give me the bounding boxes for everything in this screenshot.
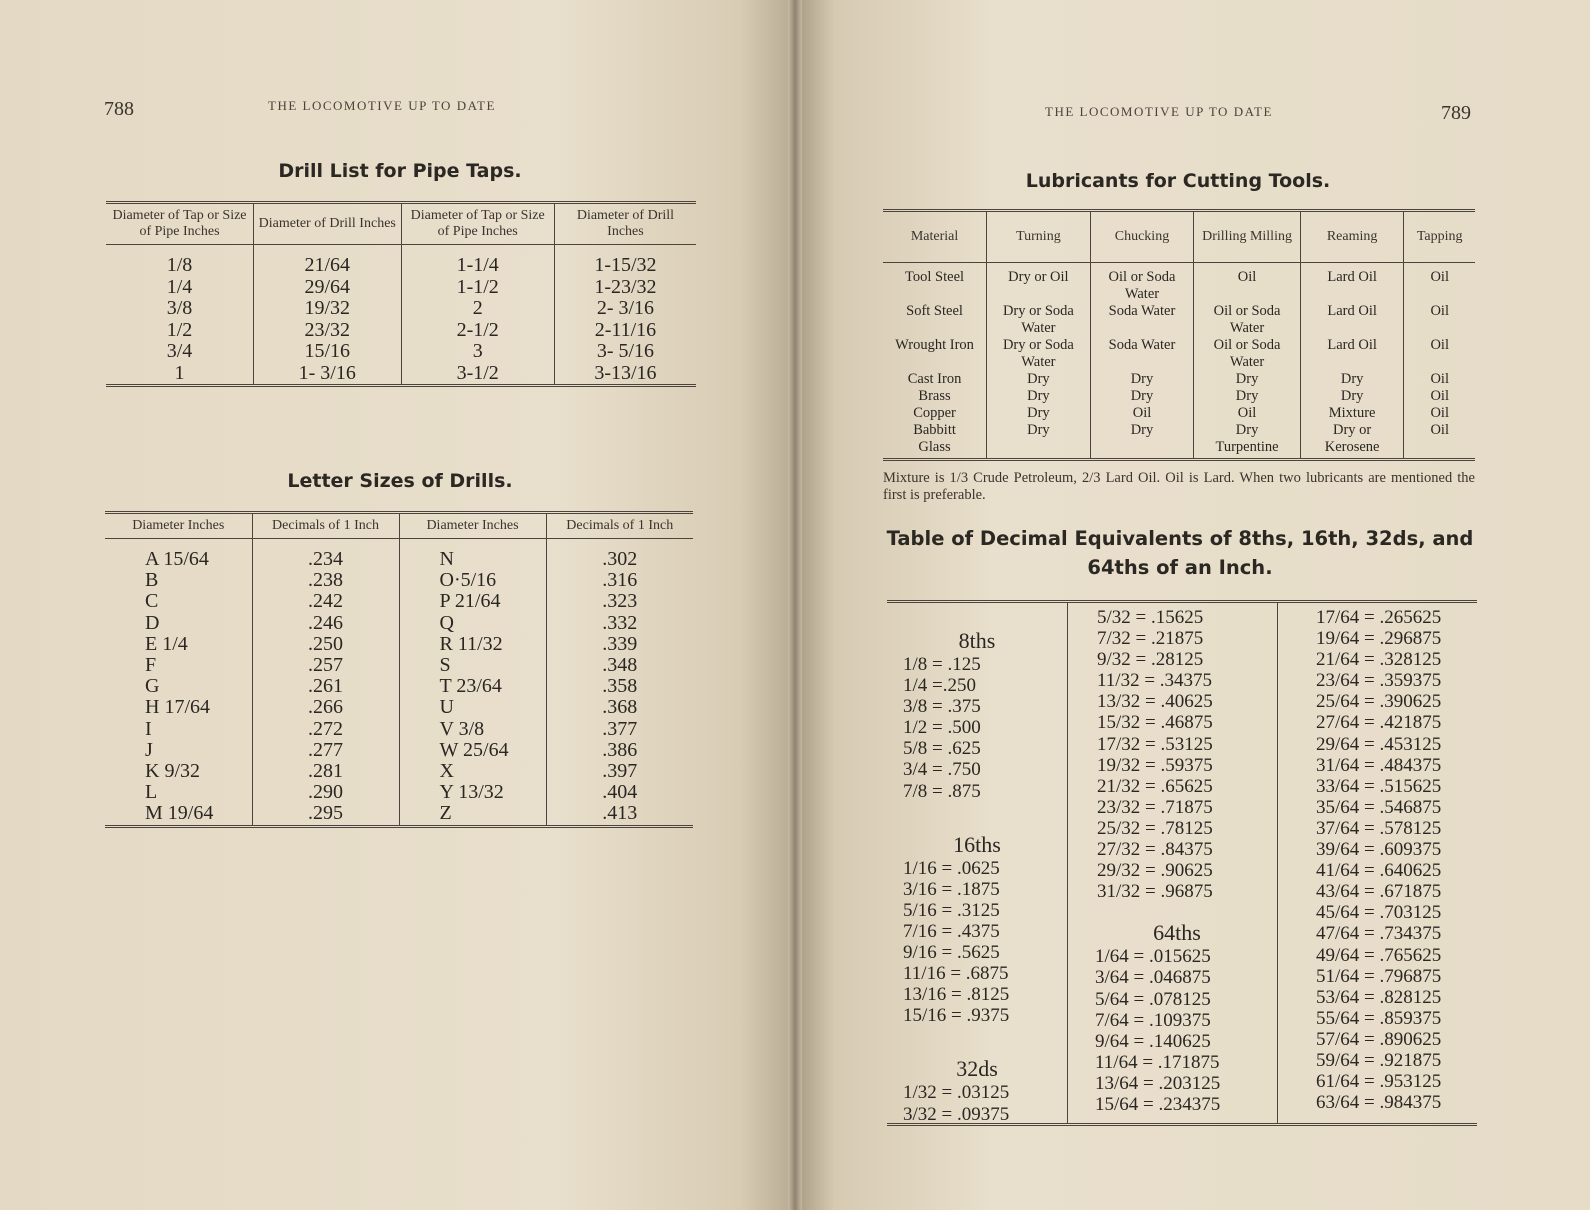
table-cell: Dry bbox=[1300, 371, 1404, 388]
table-cell: .272 bbox=[252, 719, 399, 740]
table-cell: Lard Oil bbox=[1300, 337, 1404, 371]
decimal-equivalent: 1/16 = .0625 bbox=[903, 857, 1000, 879]
decimal-equivalent: 17/64 = .265625 bbox=[1316, 607, 1442, 628]
table-row bbox=[106, 341, 696, 363]
table-cell: Dry or Soda Water bbox=[987, 337, 1091, 371]
sixteenths-label: 16ths bbox=[953, 831, 1001, 857]
table-row bbox=[883, 439, 1475, 460]
decimal-equivalent: 1/64 = .015625 bbox=[1095, 946, 1211, 968]
decimal-equivalent: 23/32 = .71875 bbox=[1097, 796, 1213, 818]
column-header: Decimals of 1 Inch bbox=[546, 513, 693, 539]
table-cell: Q bbox=[399, 613, 546, 634]
table-cell: .339 bbox=[546, 634, 693, 655]
decimals-table bbox=[887, 600, 1477, 1126]
table-row bbox=[883, 422, 1475, 439]
decimal-equivalent: 3/16 = .1875 bbox=[903, 878, 1000, 900]
table-cell: 2-11/16 bbox=[554, 320, 696, 342]
table-cell bbox=[987, 439, 1091, 460]
table-cell: Soda Water bbox=[1090, 303, 1194, 337]
table-cell: Dry or Oil bbox=[987, 263, 1091, 304]
decimal-equivalent: 13/64 = .203125 bbox=[1095, 1072, 1221, 1094]
table-cell: .238 bbox=[252, 570, 399, 591]
decimal-equivalent: 43/64 = .671875 bbox=[1316, 881, 1442, 903]
decimal-equivalent: 11/64 = .171875 bbox=[1095, 1051, 1220, 1073]
sixtyfourths-label: 64ths bbox=[1153, 920, 1201, 946]
table-row bbox=[105, 676, 693, 697]
decimal-equivalent: 17/32 = .53125 bbox=[1097, 733, 1213, 755]
thirtyseconds-label: 32ds bbox=[956, 1056, 998, 1082]
decimal-equivalent: 31/64 = .484375 bbox=[1316, 754, 1442, 776]
table-row bbox=[105, 634, 693, 655]
table-cell: 21/64 bbox=[254, 245, 402, 277]
decimal-equivalent: 55/64 = .859375 bbox=[1316, 1007, 1442, 1029]
table-cell: 1/2 bbox=[166, 318, 193, 341]
table-cell: Babbitt bbox=[913, 422, 956, 438]
table-cell: Oil bbox=[1404, 263, 1475, 304]
decimal-equivalent: 7/16 = .4375 bbox=[903, 920, 1000, 942]
table-cell: Soda Water bbox=[1090, 337, 1194, 371]
table-cell: .246 bbox=[252, 613, 399, 634]
decimal-equivalent: 23/64 = .359375 bbox=[1316, 670, 1442, 692]
table-cell: M 19/64 bbox=[145, 802, 214, 825]
decimal-equivalent: 45/64 = .703125 bbox=[1316, 902, 1442, 924]
decimal-equivalent: 3/32 = .09375 bbox=[903, 1103, 1010, 1125]
column-header: Diameter Inches bbox=[399, 513, 546, 539]
decimal-equivalent: 15/64 = .234375 bbox=[1095, 1093, 1221, 1115]
table-cell: 2- 3/16 bbox=[554, 298, 696, 320]
decimal-equivalent: 7/32 = .21875 bbox=[1097, 628, 1204, 650]
table-row bbox=[883, 263, 1475, 304]
table-cell: 1-1/2 bbox=[401, 277, 554, 299]
table-cell: V 3/8 bbox=[399, 719, 546, 740]
decimal-equivalent: 59/64 = .921875 bbox=[1316, 1049, 1442, 1071]
column-header: Drilling Milling bbox=[1194, 211, 1301, 263]
table-cell: Oil bbox=[1404, 405, 1475, 422]
table-cell: 3/4 bbox=[166, 340, 193, 362]
table-cell: Lard Oil bbox=[1300, 263, 1404, 304]
page-number: 788 bbox=[104, 98, 134, 120]
decimal-equivalent: 3/8 = .375 bbox=[903, 696, 981, 718]
lubricants-title: Lubricants for Cutting Tools. bbox=[1025, 170, 1331, 192]
decimal-equivalent: 31/32 = .96875 bbox=[1097, 881, 1213, 903]
table-cell: Oil bbox=[1194, 405, 1301, 422]
table-cell: 2 bbox=[401, 298, 554, 320]
decimal-equivalent: 5/64 = .078125 bbox=[1095, 988, 1211, 1010]
decimal-equivalent: 13/32 = .40625 bbox=[1097, 691, 1213, 713]
running-head: THE LOCOMOTIVE UP TO DATE bbox=[268, 98, 496, 113]
table-cell: .281 bbox=[252, 761, 399, 782]
table-cell: Dry bbox=[1090, 422, 1194, 439]
table-cell: Cast Iron bbox=[907, 371, 962, 387]
table-cell: .295 bbox=[252, 803, 399, 826]
table-cell: Dry bbox=[1194, 388, 1301, 405]
table-row bbox=[106, 298, 696, 320]
decimal-equivalent: 7/64 = .109375 bbox=[1095, 1009, 1211, 1031]
table-cell: C bbox=[145, 590, 159, 613]
table-cell: Dry bbox=[1090, 371, 1194, 388]
table-cell: 3/8 bbox=[166, 297, 193, 319]
table-row bbox=[106, 277, 696, 299]
table-cell: 15/16 bbox=[254, 341, 402, 363]
decimal-equivalent: 5/16 = .3125 bbox=[903, 899, 1000, 921]
decimal-equivalent: 33/64 = .515625 bbox=[1316, 775, 1442, 797]
table-cell: Copper bbox=[913, 405, 956, 421]
lubricants-note: Mixture is 1/3 Crude Petroleum, 2/3 Lard Oil. Oil is Lard. When two lubricants are mentioned the first is preferable. bbox=[883, 470, 1475, 503]
table-cell bbox=[1090, 439, 1194, 460]
table-cell: .277 bbox=[252, 740, 399, 761]
table-cell: Kerosene bbox=[1300, 439, 1404, 460]
table-cell: .377 bbox=[546, 719, 693, 740]
decimal-equivalent: 25/64 = .390625 bbox=[1316, 691, 1442, 713]
table-cell: Lard Oil bbox=[1300, 303, 1404, 337]
table-cell: Brass bbox=[918, 388, 951, 404]
table-row bbox=[106, 320, 696, 342]
table-row bbox=[105, 570, 693, 591]
table-row bbox=[105, 740, 693, 761]
decimal-equivalent: 27/32 = .84375 bbox=[1097, 839, 1213, 861]
table-cell: .261 bbox=[252, 676, 399, 697]
decimal-equivalent: 5/8 = .625 bbox=[903, 738, 981, 760]
decimal-equivalent: 41/64 = .640625 bbox=[1316, 860, 1442, 882]
column-header: Diameter of Tap or Size of Pipe Inches bbox=[401, 203, 554, 245]
table-cell: Dry or bbox=[1300, 422, 1404, 439]
table-cell: Turpentine bbox=[1194, 439, 1301, 460]
table-cell: .302 bbox=[546, 539, 693, 571]
book-gutter bbox=[788, 0, 802, 1210]
table-cell: 29/64 bbox=[254, 277, 402, 299]
table-cell: 1-1/4 bbox=[401, 245, 554, 277]
decimal-equivalent: 53/64 = .828125 bbox=[1316, 986, 1442, 1008]
table-cell: Oil bbox=[1404, 388, 1475, 405]
table-cell: J bbox=[145, 738, 153, 761]
table-cell: Y 13/32 bbox=[399, 782, 546, 803]
decimal-equivalent: 49/64 = .765625 bbox=[1316, 944, 1442, 966]
table-cell: .358 bbox=[546, 676, 693, 697]
eighths-label: 8ths bbox=[958, 628, 996, 653]
table-cell: .386 bbox=[546, 740, 693, 761]
column-header: Diameter Inches bbox=[105, 513, 252, 539]
drill-list-table bbox=[106, 201, 696, 387]
table-cell: Oil bbox=[1404, 337, 1475, 371]
table-cell: Glass bbox=[918, 439, 951, 455]
decimal-equivalent: 25/32 = .78125 bbox=[1097, 817, 1213, 839]
table-cell: E 1/4 bbox=[145, 632, 188, 655]
column-header: Material bbox=[883, 211, 987, 263]
table-cell: Dry bbox=[1090, 388, 1194, 405]
table-cell: 19/32 bbox=[254, 298, 402, 320]
table-cell: F bbox=[145, 654, 157, 677]
table-cell: G bbox=[145, 675, 160, 698]
column-header: Tapping bbox=[1404, 211, 1475, 263]
table-cell: L bbox=[145, 781, 158, 804]
column-header: Decimals of 1 Inch bbox=[252, 513, 399, 539]
table-cell: R 11/32 bbox=[399, 634, 546, 655]
table-row bbox=[883, 303, 1475, 337]
table-cell: 3-1/2 bbox=[401, 363, 554, 386]
decimal-equivalent: 11/32 = .34375 bbox=[1097, 670, 1213, 692]
table-cell: Dry bbox=[987, 371, 1091, 388]
table-cell: 1/4 bbox=[166, 275, 193, 298]
column-divider bbox=[1277, 603, 1278, 1123]
table-cell: Oil or Soda Water bbox=[1090, 263, 1194, 304]
table-cell: P 21/64 bbox=[399, 591, 546, 612]
table-cell: Z bbox=[399, 803, 546, 826]
table-cell: 3 bbox=[401, 341, 554, 363]
table-row bbox=[105, 613, 693, 634]
table-row bbox=[105, 803, 693, 826]
table-cell: H 17/64 bbox=[145, 696, 210, 719]
table-cell: Wrought Iron bbox=[895, 337, 974, 353]
column-header: Diameter of Drill Inches bbox=[254, 203, 402, 245]
table-row bbox=[105, 539, 693, 571]
table-cell: Tool Steel bbox=[905, 269, 965, 285]
table-cell: U bbox=[399, 697, 546, 718]
column-divider bbox=[1067, 603, 1068, 1123]
decimal-equivalent: 1/4 =.250 bbox=[903, 675, 976, 697]
decimal-equivalent: 47/64 = .734375 bbox=[1316, 923, 1442, 945]
table-row bbox=[883, 405, 1475, 422]
decimal-equivalent: 9/16 = .5625 bbox=[903, 942, 1000, 964]
table-cell: .332 bbox=[546, 613, 693, 634]
table-cell: O·5/16 bbox=[399, 570, 546, 591]
decimal-equivalent: 1/8 = .125 bbox=[903, 654, 981, 675]
decimal-equivalent: 3/4 = .750 bbox=[903, 759, 981, 781]
decimal-equivalent: 21/64 = .328125 bbox=[1316, 649, 1442, 671]
column-header: Turning bbox=[987, 211, 1091, 263]
table-cell: 3-13/16 bbox=[554, 363, 696, 386]
table-cell: .290 bbox=[252, 782, 399, 803]
table-row bbox=[105, 719, 693, 740]
table-row bbox=[106, 245, 696, 277]
table-cell: A 15/64 bbox=[145, 548, 209, 570]
column-header: Reaming bbox=[1300, 211, 1404, 263]
decimals-column-3 bbox=[1312, 603, 1477, 1123]
table-cell: 1/8 bbox=[166, 254, 193, 276]
table-cell: .348 bbox=[546, 655, 693, 676]
table-cell: Dry bbox=[1194, 371, 1301, 388]
table-row bbox=[105, 655, 693, 676]
table-cell: N bbox=[399, 539, 546, 571]
table-row bbox=[105, 697, 693, 718]
table-cell: 1- 3/16 bbox=[254, 363, 402, 386]
table-cell: X bbox=[399, 761, 546, 782]
table-cell: Oil bbox=[1404, 371, 1475, 388]
table-cell: T 23/64 bbox=[399, 676, 546, 697]
table-cell: I bbox=[145, 717, 152, 740]
table-row bbox=[883, 388, 1475, 405]
decimal-equivalent: 37/64 = .578125 bbox=[1316, 817, 1442, 839]
table-cell: Oil bbox=[1194, 263, 1301, 304]
letter-sizes-table bbox=[105, 511, 693, 828]
table-cell: 1 bbox=[174, 361, 185, 384]
table-cell: Oil or Soda Water bbox=[1194, 337, 1301, 371]
table-cell: 1-23/32 bbox=[554, 277, 696, 299]
decimal-equivalent: 1/2 = .500 bbox=[903, 717, 981, 739]
table-cell: .234 bbox=[252, 539, 399, 571]
table-cell: .257 bbox=[252, 655, 399, 676]
column-header: Diameter of Drill Inches bbox=[554, 203, 696, 245]
decimal-equivalent: 29/32 = .90625 bbox=[1097, 860, 1213, 882]
decimal-equivalent: 35/64 = .546875 bbox=[1316, 796, 1442, 818]
table-cell: 2-1/2 bbox=[401, 320, 554, 342]
table-cell: B bbox=[145, 569, 159, 592]
table-cell: Dry bbox=[987, 422, 1091, 439]
decimal-equivalent: 3/64 = .046875 bbox=[1095, 967, 1211, 989]
table-cell bbox=[1404, 439, 1475, 460]
table-cell: .404 bbox=[546, 782, 693, 803]
table-cell: D bbox=[145, 611, 160, 634]
decimal-equivalent: 61/64 = .953125 bbox=[1316, 1071, 1442, 1093]
table-row bbox=[105, 761, 693, 782]
table-cell: .266 bbox=[252, 697, 399, 718]
decimal-equivalent: 63/64 = .984375 bbox=[1316, 1092, 1442, 1114]
decimal-equivalent: 9/64 = .140625 bbox=[1095, 1030, 1211, 1052]
table-cell: Oil bbox=[1090, 405, 1194, 422]
table-cell: .413 bbox=[546, 803, 693, 826]
table-cell: K 9/32 bbox=[145, 760, 200, 783]
table-row bbox=[105, 591, 693, 612]
decimal-equivalent: 19/32 = .59375 bbox=[1097, 754, 1213, 776]
decimal-equivalent: 9/32 = .28125 bbox=[1097, 649, 1204, 671]
column-header: Diameter of Tap or Size of Pipe Inches bbox=[106, 203, 254, 245]
page-number: 789 bbox=[1441, 102, 1471, 124]
table-cell: Dry bbox=[1194, 422, 1301, 439]
decimal-equivalent: 11/16 = .6875 bbox=[903, 963, 1009, 985]
table-cell: Dry bbox=[1300, 388, 1404, 405]
table-cell: .250 bbox=[252, 634, 399, 655]
decimals-column-1 bbox=[897, 603, 1057, 1123]
table-cell: S bbox=[399, 655, 546, 676]
table-cell: Dry bbox=[987, 405, 1091, 422]
decimal-equivalent: 21/32 = .65625 bbox=[1097, 775, 1213, 797]
table-cell: .397 bbox=[546, 761, 693, 782]
table-row bbox=[105, 782, 693, 803]
decimal-equivalent: 19/64 = .296875 bbox=[1316, 628, 1442, 650]
table-row bbox=[883, 337, 1475, 371]
decimal-equivalent: 57/64 = .890625 bbox=[1316, 1028, 1442, 1050]
decimal-equivalent: 5/32 = .15625 bbox=[1097, 607, 1204, 628]
decimal-equivalent: 39/64 = .609375 bbox=[1316, 839, 1442, 861]
table-cell: Dry bbox=[987, 388, 1091, 405]
table-cell: W 25/64 bbox=[399, 740, 546, 761]
table-row bbox=[883, 371, 1475, 388]
decimal-equivalent: 27/64 = .421875 bbox=[1316, 712, 1442, 734]
table-cell: Oil bbox=[1404, 422, 1475, 439]
table-row bbox=[106, 363, 696, 386]
table-cell: Soft Steel bbox=[906, 303, 963, 319]
table-cell: .323 bbox=[546, 591, 693, 612]
table-cell: .242 bbox=[252, 591, 399, 612]
table-cell: 3- 5/16 bbox=[554, 341, 696, 363]
decimal-equivalent: 15/32 = .46875 bbox=[1097, 712, 1213, 734]
table-cell: 23/32 bbox=[254, 320, 402, 342]
decimals-column-2 bbox=[1087, 603, 1267, 1123]
decimal-equivalent: 29/64 = .453125 bbox=[1316, 733, 1442, 755]
table-cell: Oil or Soda Water bbox=[1194, 303, 1301, 337]
decimal-equivalent: 7/8 = .875 bbox=[903, 780, 981, 802]
table-cell: Dry or Soda Water bbox=[987, 303, 1091, 337]
table-cell: Oil bbox=[1404, 303, 1475, 337]
right-page bbox=[795, 0, 1590, 1210]
running-head: THE LOCOMOTIVE UP TO DATE bbox=[1045, 104, 1273, 119]
decimal-equivalent: 15/16 = .9375 bbox=[903, 1005, 1010, 1027]
lubricants-table bbox=[883, 209, 1475, 461]
decimal-equivalent: 13/16 = .8125 bbox=[903, 984, 1010, 1006]
table-cell: .368 bbox=[546, 697, 693, 718]
decimals-title: Table of Decimal Equivalents of 8ths, 16th, 32ds, and 64ths of an Inch. bbox=[886, 527, 1474, 579]
column-header: Chucking bbox=[1090, 211, 1194, 263]
table-cell: Mixture bbox=[1300, 405, 1404, 422]
decimal-equivalent: 1/32 = .03125 bbox=[903, 1082, 1010, 1104]
table-cell: 1-15/32 bbox=[554, 245, 696, 277]
decimal-equivalent: 51/64 = .796875 bbox=[1316, 965, 1442, 987]
drill-list-title: Drill List for Pipe Taps. bbox=[278, 160, 522, 182]
letter-sizes-title: Letter Sizes of Drills. bbox=[287, 470, 513, 492]
table-cell: .316 bbox=[546, 570, 693, 591]
